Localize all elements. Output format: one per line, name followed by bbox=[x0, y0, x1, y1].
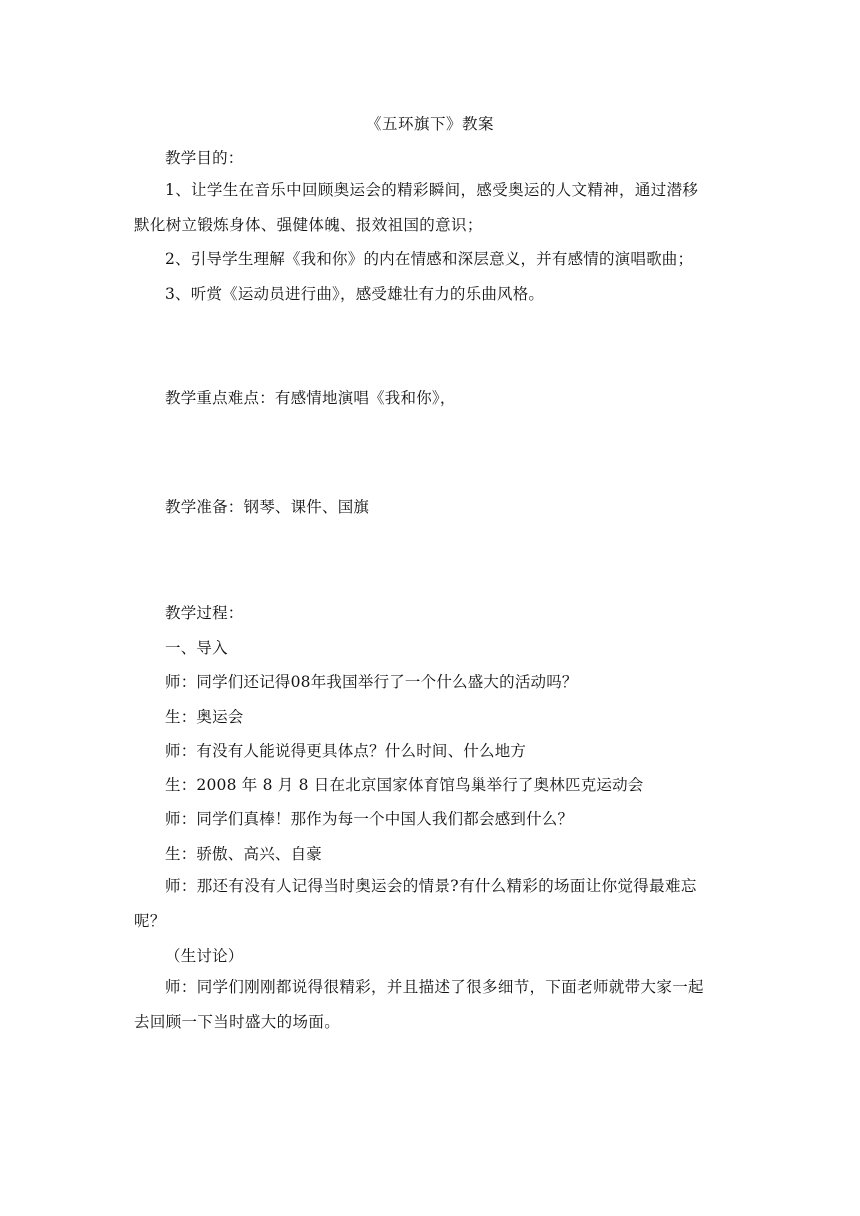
dialogue-line: （生讨论） bbox=[165, 947, 244, 965]
dialogue-line: 师：那还有没有人记得当时奥运会的情景?有什么精彩的场面让你觉得最难忘呢？ bbox=[134, 877, 697, 930]
objective-3: 3、听赏《运动员进行曲》，感受雄壮有力的乐曲风格。 bbox=[165, 285, 545, 303]
process-heading: 教学过程： bbox=[165, 604, 244, 622]
key-points: 教学重点难点：有感情地演唱《我和你》， bbox=[165, 389, 456, 407]
dialogue-line: 师：有没有人能说得更具体点？什么时间、什么地方 bbox=[165, 742, 527, 760]
dialogue-line: 师：同学们真棒！那作为每一个中国人我们都会感到什么？ bbox=[165, 810, 574, 828]
objectives-heading: 教学目的： bbox=[165, 149, 244, 167]
objective-1: 1、让学生在音乐中回顾奥运会的精彩瞬间，感受奥运的人文精神，通过潜移默化树立锻炼身体、强健体魄、报效祖国的意识； bbox=[134, 181, 699, 234]
dialogue-line: 生：2008 年 8 月 8 日在北京国家体育馆鸟巢举行了奥林匹克运动会 bbox=[165, 776, 644, 794]
teaching-preparation: 教学准备：钢琴、课件、国旗 bbox=[165, 498, 370, 516]
document-title: 《五环旗下》教案 bbox=[365, 115, 494, 133]
dialogue-line: 师：同学们还记得08年我国举行了一个什么盛大的活动吗？ bbox=[165, 673, 578, 691]
objective-2: 2、引导学生理解《我和你》的内在情感和深层意义，并有感情的演唱歌曲； bbox=[165, 250, 694, 268]
dialogue-line: 生：骄傲、高兴、自豪 bbox=[165, 845, 323, 863]
dialogue-line: 师：同学们刚刚都说得很精彩，并且描述了很多细节，下面老师就带大家一起去回顾一下当时盛大的场面。 bbox=[134, 978, 704, 1031]
dialogue-line: 生：奥运会 bbox=[165, 708, 244, 726]
section-heading: 一、导入 bbox=[165, 639, 228, 657]
